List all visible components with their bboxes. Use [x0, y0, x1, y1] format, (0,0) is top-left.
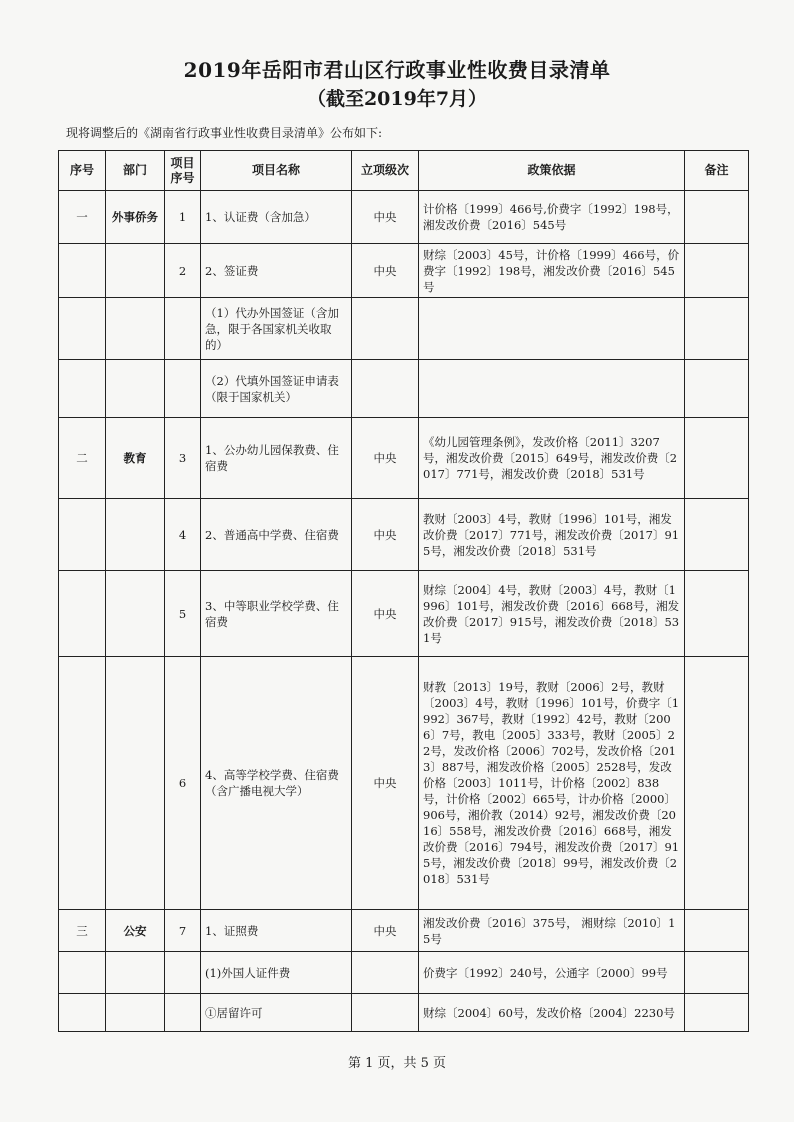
- cell-seq: [59, 657, 106, 910]
- table-row: [59, 952, 749, 994]
- page-footer: 第 1 页，共 5 页: [347, 1056, 447, 1071]
- cell-note: [685, 244, 749, 298]
- cell-policy: [419, 298, 685, 360]
- cell-dept: [106, 360, 165, 418]
- header-level: 立项级次: [352, 151, 419, 191]
- cell-item-name: （2）代填外国签证申请表（限于国家机关）: [201, 360, 352, 418]
- header-note: 备注: [685, 151, 749, 191]
- cell-note: [685, 571, 749, 657]
- cell-item-name: ①居留许可: [201, 994, 352, 1032]
- cell-seq: [59, 571, 106, 657]
- cell-dept: 外事侨务: [106, 191, 165, 244]
- header-dept: 部门: [106, 151, 165, 191]
- cell-seq: 三: [59, 910, 106, 952]
- cell-level: 中央: [352, 418, 419, 499]
- cell-item-seq: [165, 952, 201, 994]
- cell-policy: 财教〔2013〕19号，教财〔2006〕2号，教财〔2003〕4号，教财〔1996〕101号，价费字〔1992〕367号，教财〔1992〕42号，教财〔2006〕7号，教电〔2005〕333号，教财〔2005〕22号，发改价格〔2006〕702号，发改价格〔2013〕887号，湘发改价格〔2005〕2528号，发改价格〔2003〕1011号，计价格〔2002〕838号，计价格〔2002〕665号，计办价格〔2000〕906号，湘价教（2014）92号，湘发改价费〔2016〕558号，湘发改价费〔2016〕668号，湘发改价费〔2016〕794号，湘发改价费〔2017〕915号，湘发改价费〔2018〕99号，湘发改价费〔2018〕531号: [419, 657, 685, 910]
- cell-note: [685, 191, 749, 244]
- cell-item-name: （1）代办外国签证（含加急，限于各国家机关收取的）: [201, 298, 352, 360]
- table-row: [59, 360, 749, 418]
- cell-note: [685, 910, 749, 952]
- cell-level: 中央: [352, 657, 419, 910]
- table-row: [59, 994, 749, 1032]
- cell-level: 中央: [352, 244, 419, 298]
- cell-policy: 《幼儿园管理条例》，发改价格〔2011〕3207号，湘发改价费〔2015〕649号，湘发改价费〔2017〕771号，湘发改价费〔2018〕531号: [419, 418, 685, 499]
- cell-item-seq: 3: [165, 418, 201, 499]
- cell-note: [685, 360, 749, 418]
- cell-level: 中央: [352, 499, 419, 571]
- page-title: 2019年岳阳市君山区行政事业性收费目录清单: [183, 58, 611, 82]
- fee-table: [58, 150, 749, 1032]
- cell-item-name: 1、证照费: [201, 910, 352, 952]
- cell-dept: [106, 952, 165, 994]
- table-row: [59, 910, 749, 952]
- header-policy: 政策依据: [419, 151, 685, 191]
- cell-level: [352, 994, 419, 1032]
- cell-level: [352, 360, 419, 418]
- cell-item-seq: 2: [165, 244, 201, 298]
- cell-note: [685, 657, 749, 910]
- cell-item-seq: 4: [165, 499, 201, 571]
- cell-note: [685, 952, 749, 994]
- cell-dept: [106, 499, 165, 571]
- table-row: [59, 298, 749, 360]
- cell-seq: [59, 994, 106, 1032]
- cell-item-seq: 7: [165, 910, 201, 952]
- header-item-seq: 项目序号: [165, 151, 201, 191]
- table-row: [59, 499, 749, 571]
- cell-item-name: 1、认证费（含加急）: [201, 191, 352, 244]
- cell-level: [352, 952, 419, 994]
- cell-item-name: 4、高等学校学费、住宿费（含广播电视大学）: [201, 657, 352, 910]
- cell-note: [685, 418, 749, 499]
- intro-text: 现将调整后的《湖南省行政事业性收费目录清单》公布如下:: [66, 126, 383, 140]
- table-row: [59, 571, 749, 657]
- cell-item-name: 2、普通高中学费、住宿费: [201, 499, 352, 571]
- cell-policy: 价费字〔1992〕240号，公通字〔2000〕99号: [419, 952, 685, 994]
- table-row: [59, 191, 749, 244]
- cell-policy: 财综〔2003〕45号，计价格〔1999〕466号，价费字〔1992〕198号，湘发改价费〔2016〕545号: [419, 244, 685, 298]
- header-seq: 序号: [59, 151, 106, 191]
- cell-item-name: 1、公办幼儿园保教费、住宿费: [201, 418, 352, 499]
- cell-item-name: (1)外国人证件费: [201, 952, 352, 994]
- cell-policy: 教财〔2003〕4号，教财〔1996〕101号，湘发改价费〔2017〕771号，湘发改价费〔2017〕915号，湘发改价费〔2018〕531号: [419, 499, 685, 571]
- cell-seq: [59, 499, 106, 571]
- page-subtitle: （截至2019年7月）: [306, 88, 488, 110]
- cell-note: [685, 499, 749, 571]
- cell-seq: [59, 244, 106, 298]
- cell-policy: 财综〔2004〕60号，发改价格〔2004〕2230号: [419, 994, 685, 1032]
- cell-dept: [106, 298, 165, 360]
- cell-policy: 湘发改价费〔2016〕375号， 湘财综〔2010〕15号: [419, 910, 685, 952]
- cell-dept: [106, 244, 165, 298]
- cell-dept: 公安: [106, 910, 165, 952]
- cell-level: [352, 298, 419, 360]
- cell-item-name: 2、签证费: [201, 244, 352, 298]
- header-item-name: 项目名称: [201, 151, 352, 191]
- cell-policy: 计价格〔1999〕466号,价费字〔1992〕198号，湘发改价费〔2016〕545号: [419, 191, 685, 244]
- cell-policy: 财综〔2004〕4号，教财〔2003〕4号，教财〔1996〕101号，湘发改价费〔2016〕668号，湘发改价费〔2017〕915号，湘发改价费〔2018〕531号: [419, 571, 685, 657]
- cell-item-seq: 6: [165, 657, 201, 910]
- cell-seq: 一: [59, 191, 106, 244]
- cell-dept: [106, 657, 165, 910]
- cell-seq: 二: [59, 418, 106, 499]
- cell-seq: [59, 360, 106, 418]
- cell-dept: [106, 994, 165, 1032]
- cell-seq: [59, 952, 106, 994]
- cell-seq: [59, 298, 106, 360]
- cell-level: 中央: [352, 571, 419, 657]
- cell-dept: [106, 571, 165, 657]
- cell-item-name: 3、中等职业学校学费、住宿费: [201, 571, 352, 657]
- cell-item-seq: [165, 994, 201, 1032]
- cell-item-seq: 5: [165, 571, 201, 657]
- table-header-row: [59, 151, 749, 191]
- cell-policy: [419, 360, 685, 418]
- cell-item-seq: [165, 360, 201, 418]
- cell-note: [685, 298, 749, 360]
- cell-note: [685, 994, 749, 1032]
- cell-dept: 教育: [106, 418, 165, 499]
- table-row: [59, 418, 749, 499]
- cell-level: 中央: [352, 191, 419, 244]
- table-row: [59, 244, 749, 298]
- cell-item-seq: [165, 298, 201, 360]
- cell-level: 中央: [352, 910, 419, 952]
- cell-item-seq: 1: [165, 191, 201, 244]
- table-row: [59, 657, 749, 910]
